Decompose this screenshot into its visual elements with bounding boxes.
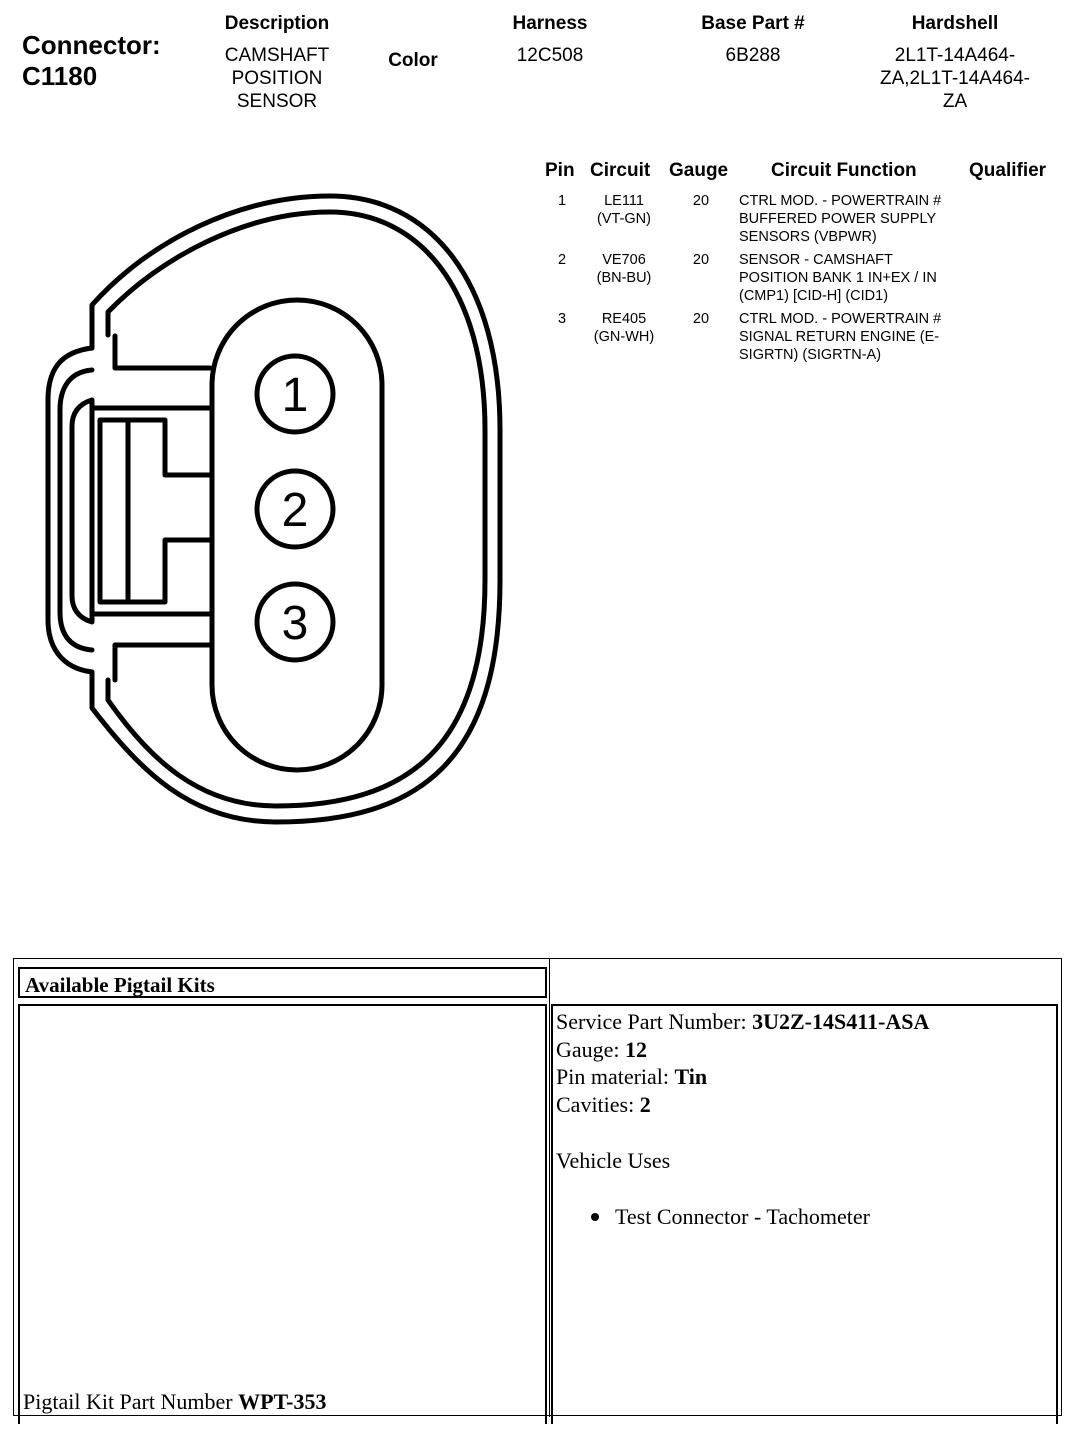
cavities-line [556,1091,929,1119]
pin-material-label: Pin material: [556,1064,675,1089]
service-part-line [556,1008,929,1036]
harness-value: 12C508 [516,45,584,66]
function-line: CTRL MOD. - POWERTRAIN # [739,311,942,327]
pin-material-value: Tin [674,1064,708,1089]
service-part-value: 3U2Z-14S411-ASA [752,1009,930,1034]
color-header: Color [388,50,438,71]
gauge-cell: 20 [692,311,710,327]
circuit-code: RE405 [601,311,647,327]
hardshell-header: Hardshell [911,13,999,34]
function-cell [739,192,969,246]
function-line: SENSORS (VBPWR) [739,229,877,245]
hardshell-line: ZA,2L1T-14A464- [880,68,1030,89]
function-line: SIGNAL RETURN ENGINE (E- [739,329,940,345]
circuit-color: (GN-WH) [593,329,655,345]
pin-material-line [556,1063,929,1091]
gauge-column-header: Gauge [669,160,729,181]
function-line: SENSOR - CAMSHAFT [739,252,893,268]
description-value [196,44,358,113]
circuit-code: VE706 [602,252,646,268]
description-header: Description [224,13,330,34]
pin-number: 1 [557,193,567,209]
hardshell-value [850,44,1060,113]
description-line: CAMSHAFT [224,45,330,66]
pin-1-label: 1 [281,369,309,422]
harness-header: Harness [512,13,588,34]
gauge-value: 12 [625,1036,648,1062]
side-notch-bottom [115,645,210,680]
connector-label [22,30,161,92]
bullet-icon [591,1213,599,1221]
connector-outer-shell [48,196,500,822]
circuit-column-header: Circuit [590,160,651,181]
pigtail-kit-cell [18,1004,547,1424]
gauge-label: Gauge: [556,1036,626,1062]
pigtail-kit-part-number [23,1388,327,1416]
connector-id: C1180 [22,61,98,91]
base-part-value: 6B288 [725,45,781,66]
cavities-label: Cavities: [556,1091,640,1117]
connector-face-diagram [40,188,510,828]
pigtail-kit-details-cell [551,1004,1058,1424]
pin-column-header: Pin [545,160,575,181]
function-line: POSITION BANK 1 IN+EX / IN [739,270,937,286]
gauge-cell: 20 [692,252,710,268]
pigtail-kit-details [556,1008,929,1118]
function-line: CTRL MOD. - POWERTRAIN # [739,193,942,209]
pin-3-label: 3 [281,597,309,650]
function-line: (CMP1) [CID-H] (CID1) [739,288,889,304]
description-line: SENSOR [236,91,318,112]
circuit-cell [584,251,664,287]
side-notch-top [115,336,210,368]
column-divider [549,959,550,1417]
circuit-code: LE111 [604,193,644,209]
function-cell [739,251,969,305]
cavities-value: 2 [639,1091,651,1117]
base-part-header: Base Part # [701,13,805,34]
latch-tab [92,408,210,614]
hardshell-line: ZA [942,91,968,112]
pigtail-kits-title-cell [18,967,547,998]
function-line: BUFFERED POWER SUPPLY [739,211,937,227]
kit-part-value: WPT-353 [238,1389,327,1414]
pin-2-label: 2 [281,484,309,537]
description-line: POSITION [231,68,323,89]
service-part-label: Service Part Number: [556,1009,753,1034]
circuit-color: (BN-BU) [596,270,652,286]
kit-part-label: Pigtail Kit Part Number [23,1389,239,1414]
function-column-header: Circuit Function [771,160,917,181]
pigtail-kits-table [13,958,1062,1416]
pigtail-kits-title: Available Pigtail Kits [25,973,215,997]
connector-label-text: Connector: [22,30,161,60]
qualifier-column-header: Qualifier [969,160,1047,181]
vehicle-use-text: Test Connector - Tachometer [615,1204,870,1229]
function-cell [739,310,969,364]
circuit-color: (VT-GN) [597,211,651,227]
function-line: SIGRTN) (SIGRTN-A) [739,347,882,363]
hardshell-line: 2L1T-14A464- [894,45,1016,66]
circuit-cell [584,192,664,228]
vehicle-uses-label: Vehicle Uses [556,1148,671,1173]
pin-number: 3 [557,311,567,327]
pin-number: 2 [557,252,567,268]
gauge-cell: 20 [692,193,710,209]
latch-frame [72,400,92,622]
circuit-cell [584,310,664,346]
gauge-line [556,1036,929,1064]
